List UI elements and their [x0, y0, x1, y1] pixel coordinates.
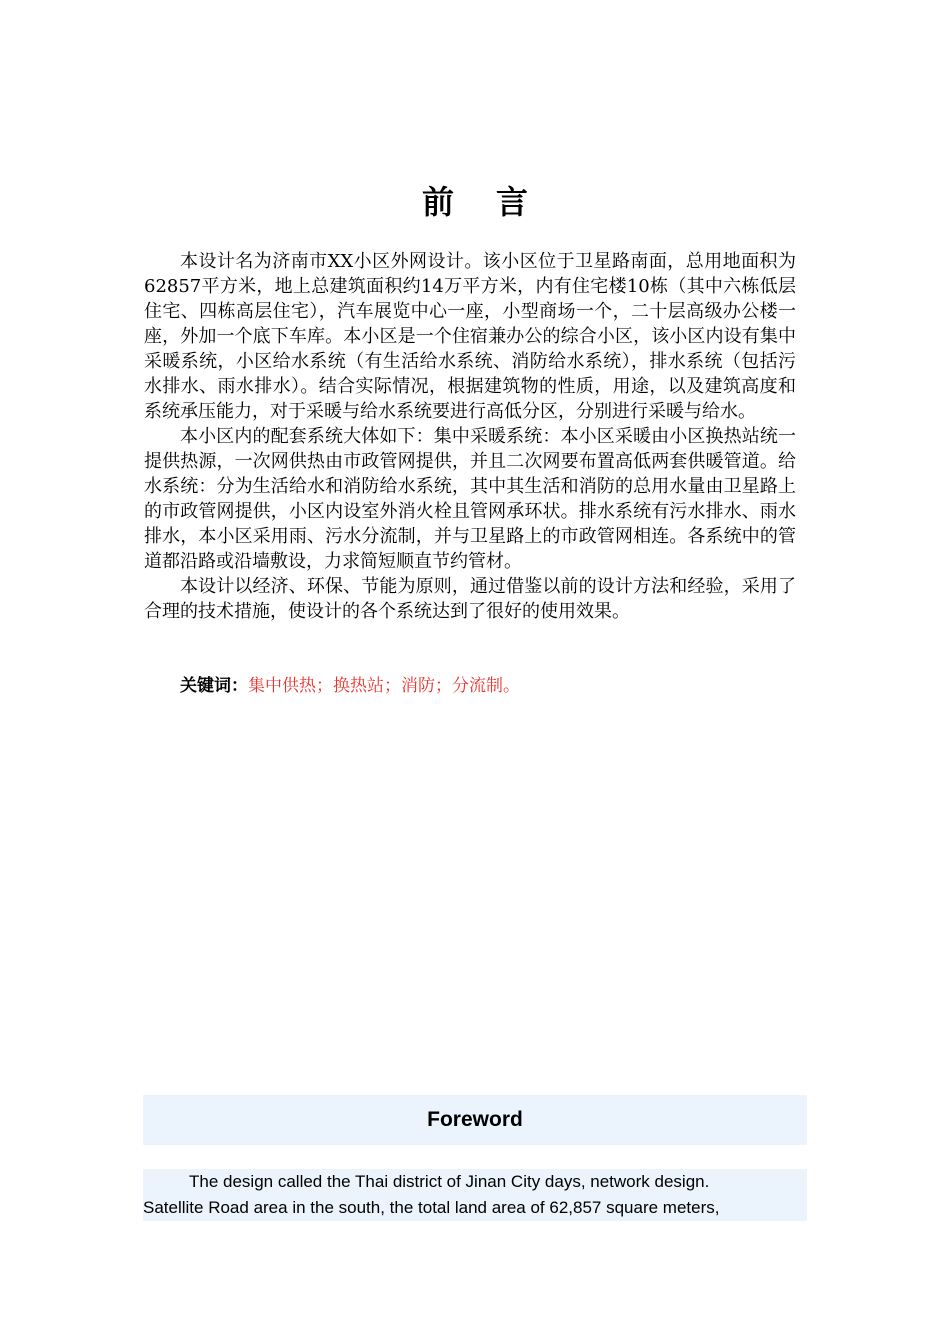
english-line-2: Satellite Road area in the south, the total land area of 62,857 square meters, — [143, 1198, 720, 1217]
paragraph-1: 本设计名为济南市XX小区外网设计。该小区位于卫星路南面，总用地面积为62857平方米，地上总建筑面积约14万平方米，内有住宅楼10栋（其中六栋低层住宅、四栋高层住宅），汽车展览中心一座，小型商场一个，二十层高级办公楼一座，外加一个底下车库。本小区是一个住宿兼办公的综合小区，该小区内设有集中采暖系统，小区给水系统（有生活给水系统、消防给水系统），排水系统（包括污水排水、雨水排水）。结合实际情况，根据建筑物的性质，用途，以及建筑高度和系统承压能力，对于采暖与给水系统要进行高低分区，分别进行采暖与给水。 — [144, 251, 796, 422]
english-line-1: The design called the Thai district of Jinan City days, network design. — [189, 1172, 710, 1191]
keywords-line — [180, 674, 520, 699]
keywords-values: 集中供热；换热站；消防；分流制。 — [248, 676, 520, 696]
foreword-title-cn: 前言 — [421, 183, 570, 221]
paragraph-3: 本设计以经济、环保、节能为原则，通过借鉴以前的设计方法和经验，采用了合理的技术措施，使设计的各个系统达到了很好的使用效果。 — [144, 576, 796, 622]
foreword-body-cn — [144, 249, 796, 624]
paragraph-2: 本小区内的配套系统大体如下：集中采暖系统：本小区采暖由小区换热站统一提供热源，一次网供热由市政管网提供，并且二次网要布置高低两套供暖管道。给水系统：分为生活给水和消防给水系统，其中其生活和消防的总用水量由卫星路上的市政管网提供，小区内设室外消火栓且管网承环状。排水系统有污水排水、雨水排水，本小区采用雨、污水分流制，并与卫星路上的市政管网相连。各系统中的管道都沿路或沿墙敷设，力求简短顺直节约管材。 — [144, 426, 796, 572]
foreword-body-en — [143, 1169, 807, 1221]
foreword-title-en: Foreword — [143, 1095, 807, 1145]
keywords-label: 关键词： — [180, 676, 248, 696]
